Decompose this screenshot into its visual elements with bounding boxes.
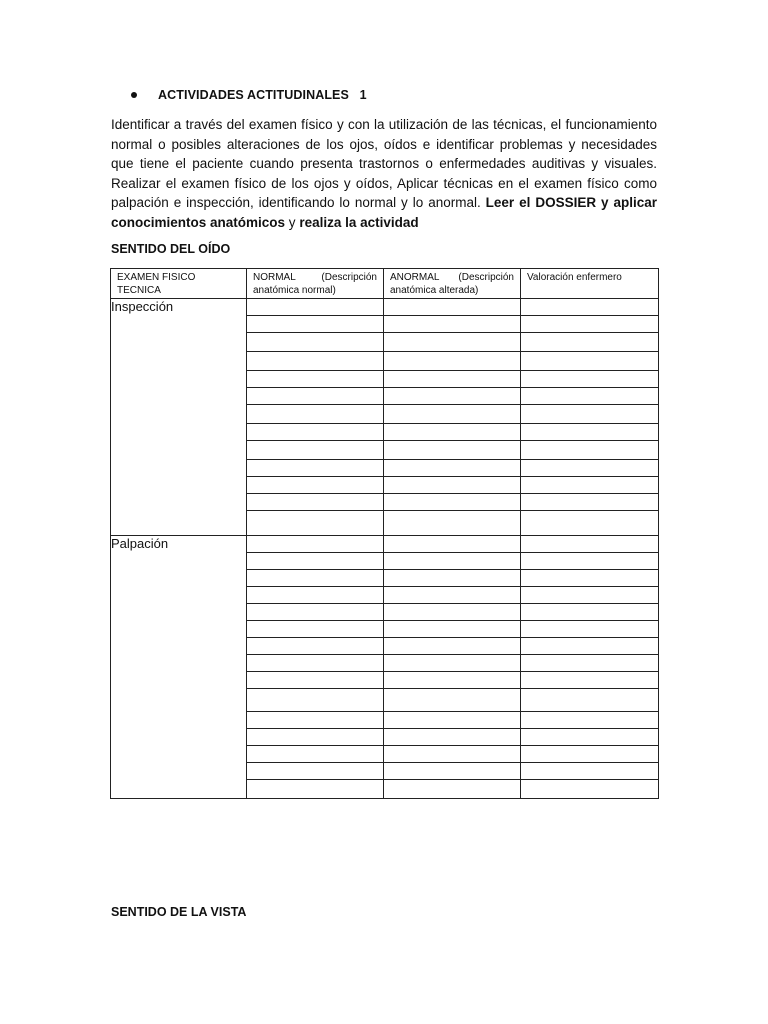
- normal-cell[interactable]: [247, 689, 384, 712]
- table-row: [111, 299, 659, 316]
- abnormal-cell[interactable]: [384, 689, 521, 712]
- table-row: [111, 536, 659, 553]
- assessment-cell[interactable]: [521, 655, 659, 672]
- assessment-cell[interactable]: [521, 729, 659, 746]
- abnormal-cell[interactable]: [384, 604, 521, 621]
- row-group-palpation: [111, 536, 247, 799]
- normal-cell[interactable]: [247, 388, 384, 405]
- abnormal-cell[interactable]: [384, 299, 521, 316]
- abnormal-cell[interactable]: [384, 587, 521, 604]
- assessment-cell[interactable]: [521, 763, 659, 780]
- abnormal-cell[interactable]: [384, 371, 521, 388]
- assessment-cell[interactable]: [521, 477, 659, 494]
- ear-exam-table: [110, 268, 659, 799]
- abnormal-cell[interactable]: [384, 333, 521, 352]
- abnormal-cell[interactable]: [384, 672, 521, 689]
- assessment-cell[interactable]: [521, 570, 659, 587]
- header-normal-word1: NORMAL: [253, 272, 296, 283]
- normal-cell[interactable]: [247, 763, 384, 780]
- table-header-row: [111, 269, 659, 299]
- sight-section-title: SENTIDO DE LA VISTA: [111, 905, 247, 919]
- abnormal-cell[interactable]: [384, 621, 521, 638]
- abnormal-cell[interactable]: [384, 405, 521, 424]
- normal-cell[interactable]: [247, 553, 384, 570]
- assessment-cell[interactable]: [521, 511, 659, 536]
- normal-cell[interactable]: [247, 746, 384, 763]
- assessment-cell[interactable]: [521, 621, 659, 638]
- normal-cell[interactable]: [247, 729, 384, 746]
- assessment-cell[interactable]: [521, 536, 659, 553]
- normal-cell[interactable]: [247, 460, 384, 477]
- abnormal-cell[interactable]: [384, 424, 521, 441]
- header-abnormal-word1: ANORMAL: [390, 272, 440, 283]
- abnormal-cell[interactable]: [384, 316, 521, 333]
- normal-cell[interactable]: [247, 780, 384, 799]
- abnormal-cell[interactable]: [384, 553, 521, 570]
- header-normal-line2: anatómica normal): [253, 285, 336, 296]
- table-body: [111, 299, 659, 799]
- normal-cell[interactable]: [247, 424, 384, 441]
- normal-cell[interactable]: [247, 604, 384, 621]
- row-group-inspection-label: Inspección: [111, 299, 174, 314]
- abnormal-cell[interactable]: [384, 460, 521, 477]
- assessment-cell[interactable]: [521, 587, 659, 604]
- header-exam-line1: EXAMEN FISICO: [117, 272, 196, 283]
- bullet-icon: [131, 92, 137, 98]
- intro-text: Identificar a través del examen físico y con la utilización de las técnicas, el funcionamiento normal o posibles alteraciones de los ojos, oídos e identificar problemas y necesidades que tiene el paciente cuando presenta trastornos o enfermedades auditivas y visuales. Realizar el examen físico de los ojos y oídos, Aplicar técnicas en el examen físico como palpación e inspección, identificando lo normal y lo anormal.: [111, 117, 657, 210]
- assessment-cell[interactable]: [521, 333, 659, 352]
- header-normal-word2: (Descripción: [321, 272, 377, 283]
- row-group-palpation-label: Palpación: [111, 536, 169, 551]
- header-normal: [247, 269, 384, 299]
- normal-cell[interactable]: [247, 621, 384, 638]
- intro-connector: y: [285, 214, 300, 230]
- normal-cell[interactable]: [247, 333, 384, 352]
- normal-cell[interactable]: [247, 299, 384, 316]
- abnormal-cell[interactable]: [384, 352, 521, 371]
- abnormal-cell[interactable]: [384, 763, 521, 780]
- normal-cell[interactable]: [247, 570, 384, 587]
- abnormal-cell[interactable]: [384, 638, 521, 655]
- assessment-cell[interactable]: [521, 405, 659, 424]
- normal-cell[interactable]: [247, 712, 384, 729]
- header-abnormal-line2: anatómica alterada): [390, 285, 479, 296]
- normal-cell[interactable]: [247, 536, 384, 553]
- abnormal-cell[interactable]: [384, 536, 521, 553]
- normal-cell[interactable]: [247, 494, 384, 511]
- header-abnormal: [384, 269, 521, 299]
- ear-section-title: SENTIDO DEL OÍDO: [111, 242, 231, 256]
- header-exam-line2: TECNICA: [117, 285, 161, 296]
- abnormal-cell[interactable]: [384, 655, 521, 672]
- abnormal-cell[interactable]: [384, 511, 521, 536]
- assessment-cell[interactable]: [521, 441, 659, 460]
- assessment-cell[interactable]: [521, 689, 659, 712]
- abnormal-cell[interactable]: [384, 780, 521, 799]
- assessment-cell[interactable]: [521, 780, 659, 799]
- header-exam-technique: [111, 269, 247, 299]
- assessment-cell[interactable]: [521, 712, 659, 729]
- abnormal-cell[interactable]: [384, 494, 521, 511]
- assessment-cell[interactable]: [521, 494, 659, 511]
- assessment-cell[interactable]: [521, 460, 659, 477]
- normal-cell[interactable]: [247, 587, 384, 604]
- header-nursing-assessment: Valoración enfermero: [521, 269, 659, 299]
- row-group-inspection: [111, 299, 247, 536]
- abnormal-cell[interactable]: [384, 388, 521, 405]
- assessment-cell[interactable]: [521, 424, 659, 441]
- intro-bold-action: realiza la actividad: [299, 214, 419, 230]
- assessment-cell[interactable]: [521, 638, 659, 655]
- normal-cell[interactable]: [247, 352, 384, 371]
- assessment-cell[interactable]: [521, 604, 659, 621]
- assessment-cell[interactable]: [521, 316, 659, 333]
- abnormal-cell[interactable]: [384, 570, 521, 587]
- normal-cell[interactable]: [247, 655, 384, 672]
- normal-cell[interactable]: [247, 672, 384, 689]
- normal-cell[interactable]: [247, 511, 384, 536]
- header-abnormal-word2: (Descripción: [458, 272, 514, 283]
- normal-cell[interactable]: [247, 441, 384, 460]
- abnormal-cell[interactable]: [384, 441, 521, 460]
- abnormal-cell[interactable]: [384, 729, 521, 746]
- activity-heading-label: ACTIVIDADES ACTITUDINALES 1: [158, 88, 367, 102]
- normal-cell[interactable]: [247, 405, 384, 424]
- activity-heading: [128, 88, 367, 102]
- assessment-cell[interactable]: [521, 388, 659, 405]
- intro-bold-instruction: Leer el DOSSIER y aplicar conocimientos anatómicos: [111, 195, 658, 230]
- abnormal-cell[interactable]: [384, 746, 521, 763]
- normal-cell[interactable]: [247, 316, 384, 333]
- assessment-cell[interactable]: [521, 299, 659, 316]
- assessment-cell[interactable]: [521, 746, 659, 763]
- assessment-cell[interactable]: [521, 672, 659, 689]
- abnormal-cell[interactable]: [384, 712, 521, 729]
- normal-cell[interactable]: [247, 371, 384, 388]
- assessment-cell[interactable]: [521, 553, 659, 570]
- assessment-cell[interactable]: [521, 371, 659, 388]
- assessment-cell[interactable]: [521, 352, 659, 371]
- normal-cell[interactable]: [247, 638, 384, 655]
- abnormal-cell[interactable]: [384, 477, 521, 494]
- intro-paragraph: [111, 115, 657, 232]
- normal-cell[interactable]: [247, 477, 384, 494]
